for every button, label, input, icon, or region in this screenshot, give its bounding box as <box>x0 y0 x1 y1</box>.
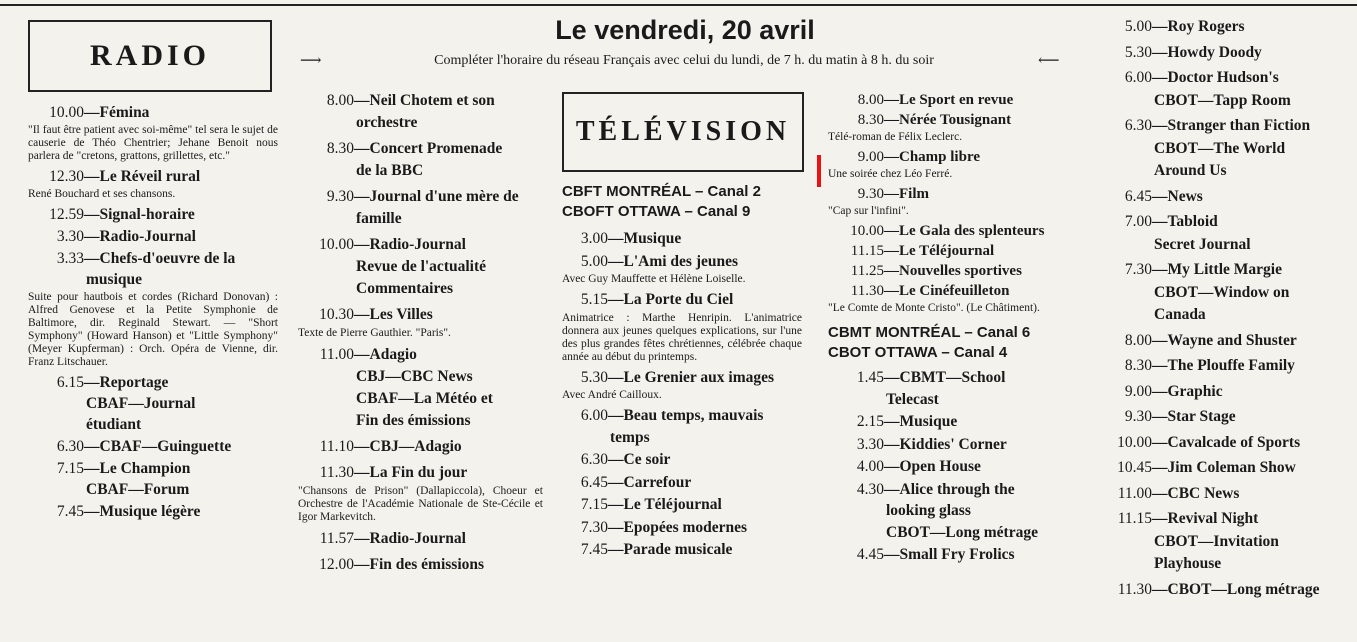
program-title: —Howdy Doody <box>1152 43 1262 61</box>
program-time: 3.30 <box>56 228 84 245</box>
program-note: Suite pour hautbois et cordes (Richard Donovan) : Alfred Genovese et la Petite Symphonie de Baltimore, dir. Reginald Stewart. — "Short Symphony" (Howard Hanson) et "Little Symphony" (Meyer Kupferman) : Orch. Opéra de Vienne, dir. Franz Litschauer. <box>28 291 278 368</box>
program-entry <box>562 449 802 471</box>
program-time: 6.00 <box>580 407 608 424</box>
program-entry <box>1098 406 1353 429</box>
program-title: Commentaires <box>356 280 453 297</box>
program-entry <box>28 204 278 225</box>
program-title: étudiant <box>86 416 142 433</box>
program-time: 3.30 <box>856 435 884 453</box>
program-time: 5.00 <box>1124 18 1152 35</box>
program-title: orchestre <box>356 114 418 131</box>
program-entry <box>298 528 543 550</box>
program-entry <box>298 90 543 134</box>
program-entry <box>28 226 278 247</box>
program-entry <box>828 110 1076 144</box>
program-title: —Le Téléjournal <box>884 243 995 259</box>
program-time: 9.30 <box>326 188 354 205</box>
program-time: 9.00 <box>1124 382 1152 400</box>
program-title: —CBC News <box>1152 484 1240 502</box>
program-title: CBOT—The World <box>1154 139 1286 157</box>
program-title: —Le Cinéfeuilleton <box>884 283 1010 299</box>
program-entry <box>828 456 1076 478</box>
program-entry <box>562 289 802 364</box>
program-title: —The Plouffe Family <box>1152 357 1295 374</box>
program-entry <box>562 494 802 516</box>
program-time: 5.30 <box>1124 43 1152 61</box>
program-title: —Champ libre <box>884 149 980 165</box>
program-time: 10.00 <box>1117 433 1152 451</box>
program-entry <box>1098 67 1353 112</box>
right-arrow-icon: ⟵ <box>1038 53 1060 69</box>
program-note: "Il faut être patient avec soi-même" tel sera le sujet de causerie de Théo Chentrier; Jehane Benoit nous parlera de "cretons, grattons, grillettes, etc." <box>28 124 278 162</box>
program-entry <box>298 304 543 340</box>
program-time: 11.30 <box>319 464 354 481</box>
margin-mark <box>817 155 821 187</box>
program-title: —Stranger than Fiction <box>1152 117 1311 134</box>
program-title: CBAF—Forum <box>86 481 190 498</box>
program-entry <box>562 539 802 561</box>
program-title: —Roy Rogers <box>1152 18 1245 35</box>
program-time: 11.00 <box>1117 484 1152 502</box>
program-title: —La Porte du Ciel <box>608 291 734 308</box>
program-entry <box>298 436 543 458</box>
program-title: CBAF—La Météo et <box>356 390 493 407</box>
program-entry <box>828 281 1076 315</box>
program-title: Playhouse <box>1154 555 1222 572</box>
program-note: Texte de Pierre Gauthier. "Paris". <box>298 327 451 339</box>
program-time: 11.57 <box>319 530 354 547</box>
program-entry <box>1098 432 1353 455</box>
station-header-cbot: CBOT OTTAWA – Canal 4 <box>828 344 1008 361</box>
program-time: 8.30 <box>326 140 354 157</box>
program-entry <box>1098 483 1353 506</box>
program-title: —Le Champion <box>84 460 191 477</box>
program-title: —Fin des émissions <box>354 556 485 573</box>
program-title: —Journal d'une mère de <box>354 188 519 205</box>
program-time: 6.15 <box>56 374 84 391</box>
program-time: 7.15 <box>56 460 84 477</box>
program-note: "Le Comte de Monte Cristo". (Le Châtiment). <box>828 302 1040 314</box>
program-title: —Star Stage <box>1152 408 1236 425</box>
program-entry <box>828 544 1076 566</box>
program-title: —News <box>1152 187 1203 205</box>
program-time: 11.25 <box>850 263 884 279</box>
program-entry <box>28 102 278 163</box>
program-title: —Kiddies' Corner <box>884 435 1007 453</box>
program-title: —La Fin du jour <box>354 464 468 481</box>
program-title: —Open House <box>884 458 981 475</box>
program-title: —Graphic <box>1152 382 1223 400</box>
program-title: —Musique légère <box>84 503 201 520</box>
program-title: —Ce soir <box>608 451 671 468</box>
program-time: 6.30 <box>580 451 608 468</box>
program-time: 6.45 <box>1124 187 1152 205</box>
tv-column-1 <box>562 182 802 562</box>
program-entry <box>828 90 1076 110</box>
program-time: 10.45 <box>1117 459 1152 476</box>
radio-column-2 <box>298 90 543 580</box>
program-time: 4.30 <box>856 480 884 498</box>
program-title: —CBMT—School <box>884 369 1006 386</box>
program-entry <box>298 138 543 182</box>
program-time: 6.45 <box>580 473 608 491</box>
program-entry <box>562 228 802 250</box>
program-time: 5.00 <box>580 252 608 270</box>
program-time: 10.00 <box>850 223 884 239</box>
program-title: —Concert Promenade <box>354 140 503 157</box>
station-header-cboft: CBOFT OTTAWA – Canal 9 <box>562 203 751 220</box>
program-entry <box>828 261 1076 281</box>
program-time: 11.15 <box>850 243 884 259</box>
program-entry <box>1098 259 1353 327</box>
program-time: 7.30 <box>580 518 608 536</box>
program-title: —Le Sport en revue <box>884 92 1014 108</box>
program-title: —Chefs-d'oeuvre de la <box>84 250 236 267</box>
program-time: 8.30 <box>857 112 884 128</box>
program-time: 8.00 <box>1124 331 1152 349</box>
program-title: —Cavalcade of Sports <box>1152 433 1301 451</box>
program-time: 11.00 <box>319 346 354 363</box>
program-time: 7.15 <box>580 496 608 513</box>
program-time: 8.30 <box>1124 357 1152 374</box>
program-title: —Nérée Tousignant <box>884 112 1012 128</box>
program-entry <box>562 405 802 448</box>
station-header-cbmt: CBMT MONTRÉAL – Canal 6 <box>828 324 1031 341</box>
radio-title: RADIO <box>28 20 272 92</box>
program-title: —Reportage <box>84 374 169 391</box>
program-entry <box>828 221 1076 241</box>
program-note: "Chansons de Prison" (Dallapiccola), Choeur et Orchestre de l'Académie Nationale de Ste-Cécile et Igor Markevitch. <box>298 485 543 523</box>
program-entry <box>828 241 1076 261</box>
program-entry <box>828 147 1076 181</box>
program-title: temps <box>610 428 650 446</box>
program-title: famille <box>356 210 402 227</box>
program-title: —Tabloid <box>1152 213 1218 230</box>
program-title: —Jim Coleman Show <box>1152 459 1296 476</box>
program-note: Une soirée chez Léo Ferré. <box>828 168 953 180</box>
program-title: Around Us <box>1154 162 1227 179</box>
program-time: 5.15 <box>580 291 608 308</box>
program-time: 9.30 <box>857 186 884 202</box>
program-time: 6.30 <box>1124 117 1152 134</box>
program-title: —Le Grenier aux images <box>608 368 775 386</box>
program-entry <box>1098 508 1353 576</box>
program-title: —Le Réveil rural <box>84 168 201 185</box>
program-entry <box>298 554 543 576</box>
program-entry <box>1098 42 1353 65</box>
program-entry <box>828 479 1076 544</box>
program-title: CBAF—Journal <box>86 395 196 412</box>
tv-title: TÉLÉVISION <box>562 92 804 172</box>
program-entry <box>298 462 543 524</box>
program-title: —Signal-horaire <box>84 206 195 223</box>
program-entry <box>1098 115 1353 183</box>
program-note: Animatrice : Marthe Henripin. L'animatrice donnera aux jeunes quelques explications, sur l'une des plus grandes fêtes chrétiennes, célébrée chaque année au début du printemps. <box>562 311 802 363</box>
program-entry <box>1098 16 1353 39</box>
program-title: —Parade musicale <box>608 541 733 558</box>
program-time: 12.59 <box>49 206 84 223</box>
program-title: —Radio-Journal <box>354 236 466 253</box>
program-time: 7.45 <box>580 541 608 558</box>
program-title: —Adagio <box>354 346 417 363</box>
program-title: CBOT—Invitation <box>1154 532 1279 550</box>
program-time: 11.30 <box>1117 580 1152 598</box>
program-title: —Radio-Journal <box>84 228 196 245</box>
program-time: 11.15 <box>1117 510 1152 527</box>
program-title: —Small Fry Frolics <box>884 546 1015 563</box>
program-title: CBJ—CBC News <box>356 368 473 385</box>
program-entry <box>298 234 543 300</box>
program-title: —Musique <box>884 413 958 430</box>
program-title: —Le Gala des splenteurs <box>884 223 1045 239</box>
program-entry <box>828 434 1076 456</box>
program-note: René Bouchard et ses chansons. <box>28 188 176 200</box>
program-title: —Alice through the <box>884 480 1015 498</box>
program-entry <box>828 367 1076 410</box>
program-time: 9.30 <box>1124 408 1152 425</box>
program-title: —Musique <box>608 230 682 247</box>
program-note: Avec André Cailloux. <box>562 389 662 401</box>
program-time: 6.30 <box>56 438 84 455</box>
program-title: —Fémina <box>84 104 150 121</box>
program-time: 5.30 <box>580 368 608 386</box>
program-time: 2.15 <box>856 413 884 430</box>
program-time: 4.45 <box>856 546 884 563</box>
program-entry <box>28 501 278 522</box>
program-time: 7.45 <box>56 503 84 520</box>
program-entry <box>562 472 802 494</box>
program-title: —L'Ami des jeunes <box>608 252 739 270</box>
program-time: 4.00 <box>856 458 884 475</box>
program-title: Revue de l'actualité <box>356 258 487 275</box>
program-time: 3.00 <box>580 230 608 247</box>
program-time: 8.00 <box>857 92 884 108</box>
program-time: 1.45 <box>856 369 884 386</box>
program-entry <box>1098 186 1353 209</box>
program-entry <box>28 458 278 500</box>
program-entry <box>1098 355 1353 378</box>
program-title: —CBOT—Long métrage <box>1152 580 1320 598</box>
program-title: Secret Journal <box>1154 235 1251 253</box>
program-title: —Neil Chotem et son <box>354 92 495 109</box>
program-title: Fin des émissions <box>356 412 471 429</box>
program-entry <box>28 436 278 457</box>
program-title: —Les Villes <box>354 306 433 323</box>
radio-column-1 <box>28 102 278 523</box>
page-title: Le vendredi, 20 avril <box>555 15 815 45</box>
program-entry <box>28 248 278 369</box>
program-title: musique <box>86 271 142 288</box>
program-title: —CBJ—Adagio <box>354 438 462 455</box>
program-title: —Revival Night <box>1152 510 1259 527</box>
left-arrow-icon: ⟶ <box>300 53 322 69</box>
program-time: 10.00 <box>49 104 84 121</box>
program-title: —CBAF—Guinguette <box>84 438 232 455</box>
program-time: 12.30 <box>49 168 84 185</box>
program-entry <box>1098 330 1353 353</box>
program-entry <box>1098 381 1353 404</box>
program-time: 10.30 <box>319 306 354 323</box>
program-title: Telecast <box>886 390 939 408</box>
program-entry <box>562 251 802 287</box>
program-time: 12.00 <box>319 556 354 573</box>
station-header-cbft: CBFT MONTRÉAL – Canal 2 <box>562 183 761 200</box>
program-time: 11.30 <box>850 283 884 299</box>
program-entry <box>28 166 278 201</box>
program-note: Télé-roman de Félix Leclerc. <box>828 131 963 143</box>
program-entry <box>1098 457 1353 480</box>
program-entry <box>28 372 278 435</box>
program-title: CBOT—Window on <box>1154 283 1290 301</box>
program-title: —Wayne and Shuster <box>1152 331 1297 349</box>
program-title: —Doctor Hudson's <box>1152 69 1279 86</box>
program-entry <box>562 367 802 403</box>
program-time: 8.00 <box>326 92 354 109</box>
top-rule <box>0 4 1357 6</box>
program-time: 3.33 <box>56 250 84 267</box>
tv-column-3 <box>1098 16 1353 604</box>
program-time: 9.00 <box>857 149 884 165</box>
program-title: de la BBC <box>356 162 424 179</box>
program-title: —My Little Margie <box>1152 261 1282 278</box>
program-title: CBOT—Long métrage <box>886 523 1038 541</box>
program-title: looking glass <box>886 502 971 519</box>
program-title: —Epopées modernes <box>608 518 748 536</box>
program-note: Avec Guy Mauffette et Hélène Loiselle. <box>562 273 746 285</box>
page-subtitle: Compléter l'horaire du réseau Français avec celui du lundi, de 7 h. du matin à 8 h. du soir <box>434 53 934 68</box>
program-entry <box>298 344 543 432</box>
program-entry <box>828 411 1076 433</box>
program-time: 10.00 <box>319 236 354 253</box>
program-entry <box>828 184 1076 218</box>
program-entry <box>1098 211 1353 256</box>
program-time: 11.10 <box>319 438 354 455</box>
program-time: 7.00 <box>1124 213 1152 230</box>
tv-column-2 <box>828 90 1076 567</box>
program-title: —Beau temps, mauvais <box>608 407 764 424</box>
program-entry <box>562 517 802 539</box>
program-time: 7.30 <box>1124 261 1152 278</box>
program-entry <box>298 186 543 230</box>
program-title: CBOT—Tapp Room <box>1154 91 1291 109</box>
program-time: 6.00 <box>1124 69 1152 86</box>
program-title: Canada <box>1154 306 1206 323</box>
program-title: —Le Téléjournal <box>608 496 722 513</box>
program-title: —Nouvelles sportives <box>884 263 1022 279</box>
program-entry <box>1098 579 1353 602</box>
program-title: —Carrefour <box>608 473 692 491</box>
program-title: —Film <box>884 186 929 202</box>
program-title: —Radio-Journal <box>354 530 466 547</box>
program-note: "Cap sur l'infini". <box>828 205 909 217</box>
